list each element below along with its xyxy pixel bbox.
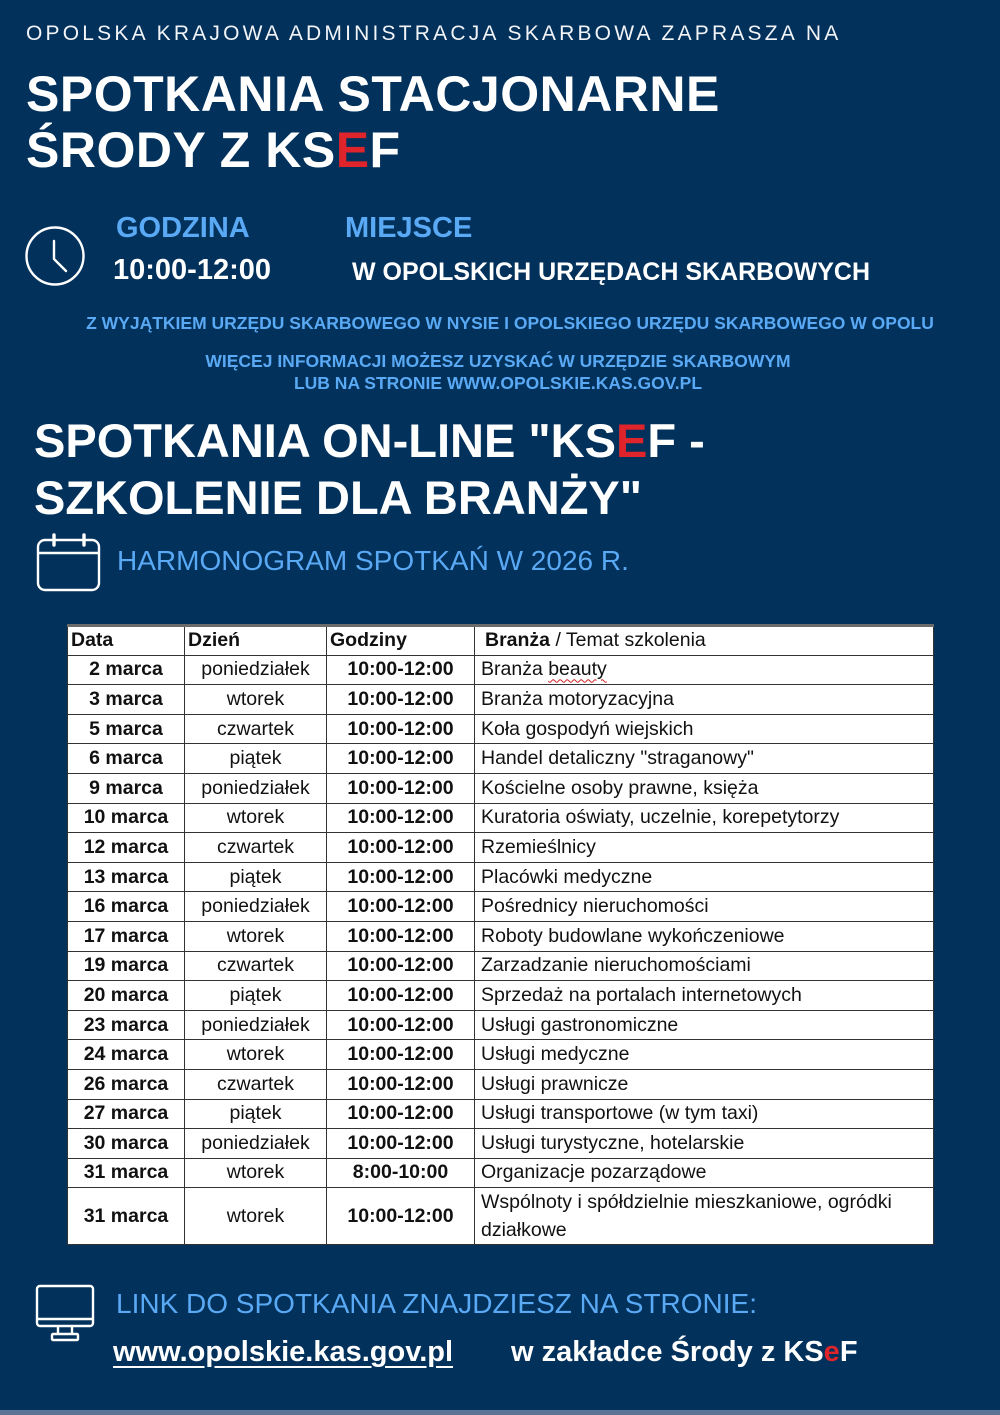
website-link[interactable]: www.opolskie.kas.gov.pl bbox=[113, 1336, 454, 1368]
cell-date: 10 marca bbox=[68, 803, 185, 833]
table-row bbox=[68, 892, 934, 922]
table-row bbox=[68, 1129, 934, 1159]
cell-topic: Koła gospodyń wiejskich bbox=[475, 714, 934, 744]
online-title-line2: SZKOLENIE DLA BRANŻY" bbox=[34, 471, 643, 524]
cell-date: 2 marca bbox=[68, 655, 185, 685]
title-red-letter: E bbox=[615, 414, 648, 467]
cell-date: 27 marca bbox=[68, 1099, 185, 1129]
table-row bbox=[68, 1010, 934, 1040]
cell-topic: Kuratoria oświaty, uczelnie, korepetytorzy bbox=[475, 803, 934, 833]
calendar-icon bbox=[36, 533, 102, 593]
cell-hours: 10:00-12:00 bbox=[327, 744, 475, 774]
link-suffix bbox=[511, 1336, 858, 1369]
cell-day: wtorek bbox=[185, 1188, 327, 1245]
cell-hours: 10:00-12:00 bbox=[327, 655, 475, 685]
cell-hours: 10:00-12:00 bbox=[327, 951, 475, 981]
cell-day: poniedziałek bbox=[185, 655, 327, 685]
cell-topic: Sprzedaż na portalach internetowych bbox=[475, 981, 934, 1011]
cell-hours: 10:00-12:00 bbox=[327, 892, 475, 922]
cell-topic: Zarzadzanie nieruchomościami bbox=[475, 951, 934, 981]
table-row bbox=[68, 714, 934, 744]
cell-day: wtorek bbox=[185, 685, 327, 715]
title-red-letter: E bbox=[335, 122, 370, 178]
online-title-line1 bbox=[34, 412, 705, 469]
cell-topic: Roboty budowlane wykończeniowe bbox=[475, 921, 934, 951]
cell-hours: 8:00-10:00 bbox=[327, 1158, 475, 1188]
table-row bbox=[68, 833, 934, 863]
cell-day: wtorek bbox=[185, 1040, 327, 1070]
cell-hours: 10:00-12:00 bbox=[327, 1040, 475, 1070]
header-topic-rest: / Temat szkolenia bbox=[550, 629, 706, 652]
table-row bbox=[68, 1069, 934, 1099]
cell-day: czwartek bbox=[185, 1069, 327, 1099]
cell-topic bbox=[475, 655, 934, 685]
cell-day: poniedziałek bbox=[185, 773, 327, 803]
cell-day: wtorek bbox=[185, 921, 327, 951]
cell-day: poniedziałek bbox=[185, 892, 327, 922]
cell-hours: 10:00-12:00 bbox=[327, 833, 475, 863]
topic-text-spellcheck: beauty bbox=[548, 658, 607, 681]
kicker-text: OPOLSKA KRAJOWA ADMINISTRACJA SKARBOWA ZAPRASZA NA bbox=[26, 22, 842, 45]
cell-date: 12 marca bbox=[68, 833, 185, 863]
table-row bbox=[68, 655, 934, 685]
title-part: F bbox=[369, 122, 401, 178]
online-title bbox=[34, 412, 705, 526]
cell-date: 5 marca bbox=[68, 714, 185, 744]
cell-topic: Usługi medyczne bbox=[475, 1040, 934, 1070]
table-row bbox=[68, 951, 934, 981]
bottom-border bbox=[0, 1410, 1000, 1415]
hour-value: 10:00-12:00 bbox=[113, 254, 271, 286]
table-row bbox=[68, 1188, 934, 1245]
cell-day: czwartek bbox=[185, 833, 327, 863]
cell-date: 23 marca bbox=[68, 1010, 185, 1040]
header-topic bbox=[475, 626, 934, 656]
stationary-title bbox=[26, 66, 720, 178]
cell-date: 13 marca bbox=[68, 862, 185, 892]
header-date: Data bbox=[68, 626, 185, 656]
place-value: W OPOLSKICH URZĘDACH SKARBOWYCH bbox=[352, 258, 871, 286]
cell-day: czwartek bbox=[185, 951, 327, 981]
cell-day: wtorek bbox=[185, 803, 327, 833]
cell-date: 6 marca bbox=[68, 744, 185, 774]
cell-hours: 10:00-12:00 bbox=[327, 1129, 475, 1159]
cell-hours: 10:00-12:00 bbox=[327, 981, 475, 1011]
header-topic-bold: Branża bbox=[485, 629, 551, 652]
cell-topic: Usługi transportowe (w tym taxi) bbox=[475, 1099, 934, 1129]
cell-day: czwartek bbox=[185, 714, 327, 744]
table-row bbox=[68, 803, 934, 833]
title-part: ŚRODY Z KS bbox=[26, 122, 336, 178]
cell-date: 16 marca bbox=[68, 892, 185, 922]
cell-hours: 10:00-12:00 bbox=[327, 1099, 475, 1129]
cell-date: 31 marca bbox=[68, 1188, 185, 1245]
cell-day: piątek bbox=[185, 862, 327, 892]
cell-topic: Wspólnoty i spółdzielnie mieszkaniowe, ogródki działkowe bbox=[475, 1188, 934, 1245]
cell-topic: Organizacje pozarządowe bbox=[475, 1158, 934, 1188]
table-row bbox=[68, 921, 934, 951]
cell-day: piątek bbox=[185, 981, 327, 1011]
stationary-title-line1: SPOTKANIA STACJONARNE bbox=[26, 66, 720, 122]
cell-date: 17 marca bbox=[68, 921, 185, 951]
cell-topic: Usługi prawnicze bbox=[475, 1069, 934, 1099]
table-row bbox=[68, 981, 934, 1011]
cell-hours: 10:00-12:00 bbox=[327, 862, 475, 892]
cell-topic: Usługi turystyczne, hotelarskie bbox=[475, 1129, 934, 1159]
cell-day: poniedziałek bbox=[185, 1129, 327, 1159]
cell-topic: Branża motoryzacyjna bbox=[475, 685, 934, 715]
cell-date: 9 marca bbox=[68, 773, 185, 803]
cell-hours: 10:00-12:00 bbox=[327, 773, 475, 803]
cell-day: piątek bbox=[185, 744, 327, 774]
suffix-text: w zakładce Środy z KS bbox=[511, 1336, 824, 1368]
info-line-1: WIĘCEJ INFORMACJI MOŻESZ UZYSKAĆ W URZĘDZIE SKARBOWYM bbox=[205, 351, 791, 371]
cell-date: 20 marca bbox=[68, 981, 185, 1011]
cell-hours: 10:00-12:00 bbox=[327, 714, 475, 744]
link-label: LINK DO SPOTKANIA ZNAJDZIESZ NA STRONIE: bbox=[116, 1288, 758, 1319]
monitor-icon bbox=[35, 1284, 95, 1344]
cell-date: 30 marca bbox=[68, 1129, 185, 1159]
cell-day: piątek bbox=[185, 1099, 327, 1129]
cell-topic: Usługi gastronomiczne bbox=[475, 1010, 934, 1040]
suffix-red-letter: e bbox=[823, 1336, 840, 1368]
info-note bbox=[0, 350, 998, 394]
table-row bbox=[68, 744, 934, 774]
cell-date: 3 marca bbox=[68, 685, 185, 715]
place-label: MIEJSCE bbox=[345, 212, 473, 244]
info-line-2: LUB NA STRONIE WWW.OPOLSKIE.KAS.GOV.PL bbox=[293, 373, 703, 393]
clock-icon bbox=[24, 225, 86, 287]
table-row bbox=[68, 685, 934, 715]
cell-hours: 10:00-12:00 bbox=[327, 1069, 475, 1099]
cell-topic: Kościelne osoby prawne, księża bbox=[475, 773, 934, 803]
header-day: Dzień bbox=[185, 626, 327, 656]
cell-date: 26 marca bbox=[68, 1069, 185, 1099]
cell-hours: 10:00-12:00 bbox=[327, 1010, 475, 1040]
cell-topic: Rzemieślnicy bbox=[475, 833, 934, 863]
cell-day: wtorek bbox=[185, 1158, 327, 1188]
table-row bbox=[68, 1040, 934, 1070]
cell-date: 24 marca bbox=[68, 1040, 185, 1070]
schedule-table bbox=[67, 624, 934, 1245]
table-row bbox=[68, 773, 934, 803]
suffix-text: F bbox=[839, 1336, 858, 1368]
hour-label: GODZINA bbox=[116, 212, 250, 244]
table-header-row bbox=[68, 626, 934, 656]
cell-hours: 10:00-12:00 bbox=[327, 921, 475, 951]
table-row bbox=[68, 1099, 934, 1129]
exception-note: Z WYJĄTKIEM URZĘDU SKARBOWEGO W NYSIE I OPOLSKIEGO URZĘDU SKARBOWEGO W OPOLU bbox=[86, 313, 934, 333]
title-part: F - bbox=[647, 414, 705, 467]
stationary-title-line2 bbox=[26, 122, 720, 178]
table-row bbox=[68, 862, 934, 892]
cell-hours: 10:00-12:00 bbox=[327, 685, 475, 715]
cell-day: poniedziałek bbox=[185, 1010, 327, 1040]
cell-date: 31 marca bbox=[68, 1158, 185, 1188]
header-hours: Godziny bbox=[327, 626, 475, 656]
topic-text: Branża bbox=[481, 658, 549, 681]
cell-hours: 10:00-12:00 bbox=[327, 1188, 475, 1245]
cell-date: 19 marca bbox=[68, 951, 185, 981]
cell-topic: Pośrednicy nieruchomości bbox=[475, 892, 934, 922]
title-part: SPOTKANIA ON-LINE "KS bbox=[34, 414, 616, 467]
cell-topic: Placówki medyczne bbox=[475, 862, 934, 892]
table-row bbox=[68, 1158, 934, 1188]
cell-hours: 10:00-12:00 bbox=[327, 803, 475, 833]
schedule-label: HARMONOGRAM SPOTKAŃ W 2026 R. bbox=[117, 545, 629, 576]
cell-topic: Handel detaliczny "straganowy" bbox=[475, 744, 934, 774]
